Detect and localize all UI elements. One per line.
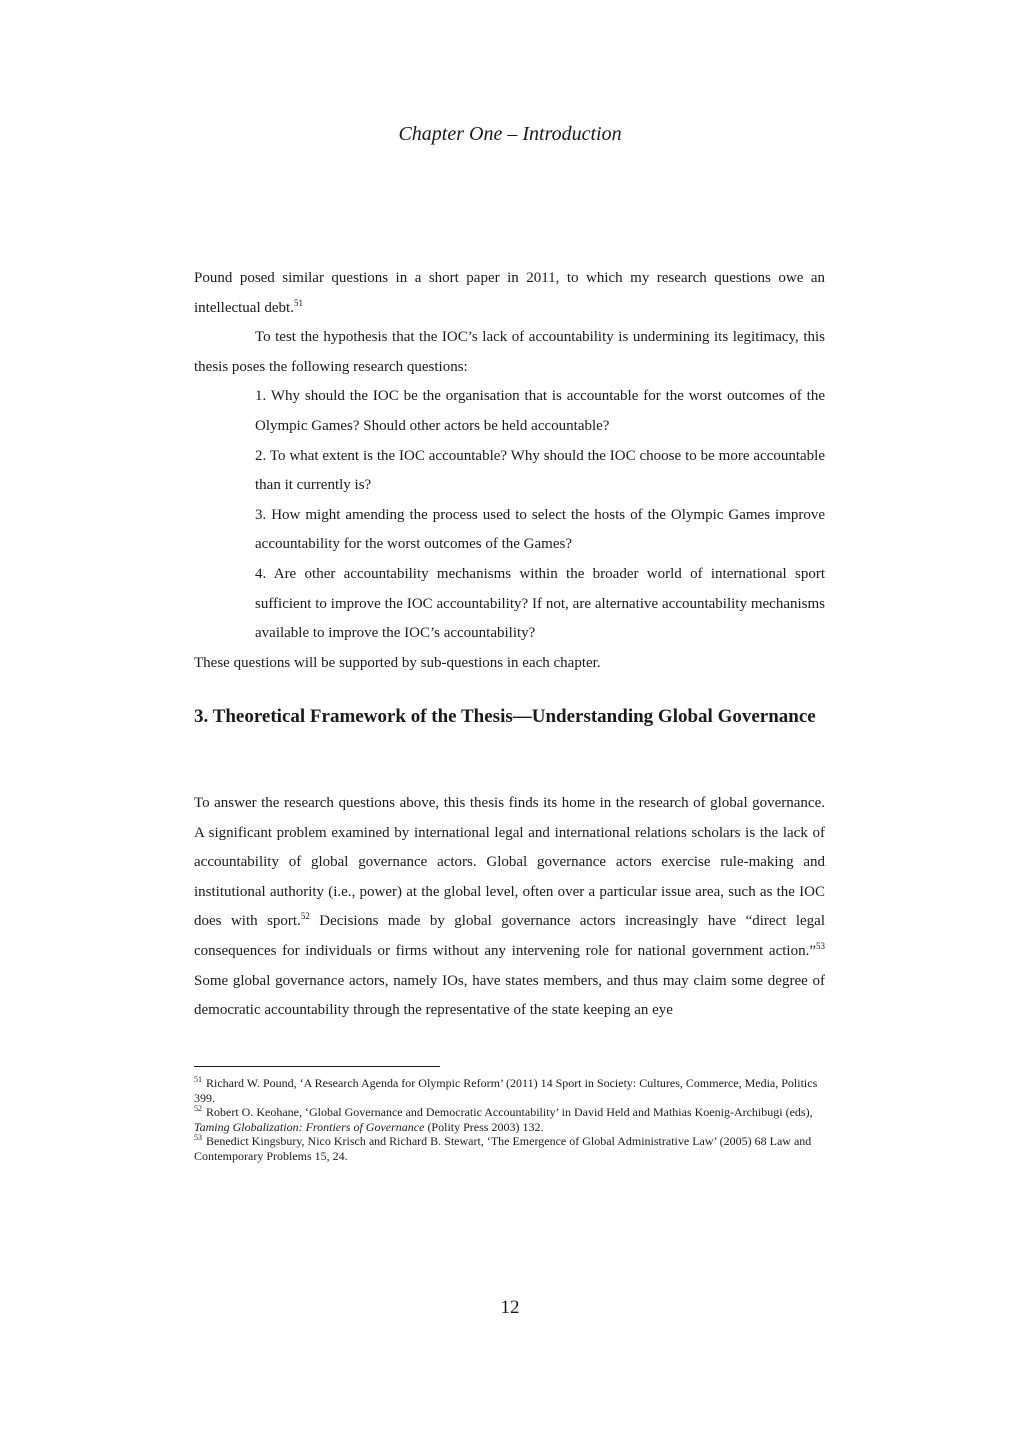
paragraph-text: To answer the research questions above, this thesis finds its home in the research of global governance. A significant problem examined by international legal and international relations scholars is the lack of accountability of global governance actors. Global governance actors exercise rule-making and institutional authority (i.e., power) at the global level, often over a particular issue area, such as the IOC does with sport. [194, 795, 825, 930]
research-question-4: 4. Are other accountability mechanisms within the broader world of international sport sufficient to improve the IOC accountability? If not, are alternative accountability mechanisms available to improve the IOC’s accountability? [255, 565, 825, 642]
footnote-number: 52 [194, 1104, 202, 1113]
footnote-text: (Polity Press 2003) 132. [424, 1119, 544, 1134]
footnote-divider [194, 1066, 440, 1067]
running-head: Chapter One – Introduction [398, 123, 622, 145]
body-block-global-governance [194, 789, 825, 1026]
footnote-53 [194, 1134, 825, 1163]
research-question-1: 1. Why should the IOC be the organisation that is accountable for the worst outcomes of the Olympic Games? Should other actors be held accountable? [255, 388, 825, 434]
body-block-research-questions [194, 264, 825, 678]
footnote-number: 51 [194, 1075, 202, 1084]
paragraph-pound [194, 264, 825, 323]
footnote-text: Benedict Kingsbury, Nico Krisch and Richard B. Stewart, ‘The Emergence of Global Administrative Law’ (2005) 68 Law and Contemporary Problems 15, 24. [194, 1134, 812, 1163]
footnote-52 [194, 1105, 825, 1134]
footnote-ref[interactable]: 53 [816, 940, 825, 951]
footnote-ref[interactable]: 51 [293, 297, 303, 308]
footnote-text: Robert O. Keohane, ‘Global Governance and Democratic Accountability’ in David Held and Mathias Koenig-Archibugi (eds), [206, 1105, 813, 1119]
paragraph-text: Pound posed similar questions in a short paper in 2011, to which my research questions owe an intellectual debt. [194, 270, 825, 316]
paragraph-global-governance [194, 789, 825, 1026]
paragraph-text: Some global governance actors, namely IOs, have states members, and thus may claim some degree of democratic accountability through the representative of the state keeping an eye [194, 972, 825, 1019]
footnote-number: 53 [194, 1133, 202, 1142]
footnotes [194, 1076, 825, 1163]
footnote-51 [194, 1076, 825, 1105]
section-heading: 3. Theoretical Framework of the Thesis—Understanding Global Governance [194, 706, 816, 727]
paragraph-hypothesis: To test the hypothesis that the IOC’s lack of accountability is undermining its legitimacy, this thesis poses the following research questions: [194, 329, 825, 375]
footnote-book-title: Taming Globalization: Frontiers of Governance [194, 1119, 425, 1134]
paragraph-sub-questions: These questions will be supported by sub-questions in each chapter. [194, 654, 601, 671]
paragraph-text: Decisions made by global governance actors increasingly have “direct legal consequences for individuals or firms without any intervening role for national government action.” [194, 913, 825, 959]
footnote-text: Richard W. Pound, ‘A Research Agenda for Olympic Reform’ (2011) 14 Sport in Society: Cultures, Commerce, Media, Politics 399. [194, 1076, 818, 1105]
footnote-ref[interactable]: 52 [300, 911, 310, 922]
research-question-3: 3. How might amending the process used to select the hosts of the Olympic Games improve accountability for the worst outcomes of the Games? [255, 506, 825, 553]
page-number: 12 [500, 1297, 520, 1318]
research-question-2: 2. To what extent is the IOC accountable? Why should the IOC choose to be more accountable than it currently is? [255, 447, 825, 494]
